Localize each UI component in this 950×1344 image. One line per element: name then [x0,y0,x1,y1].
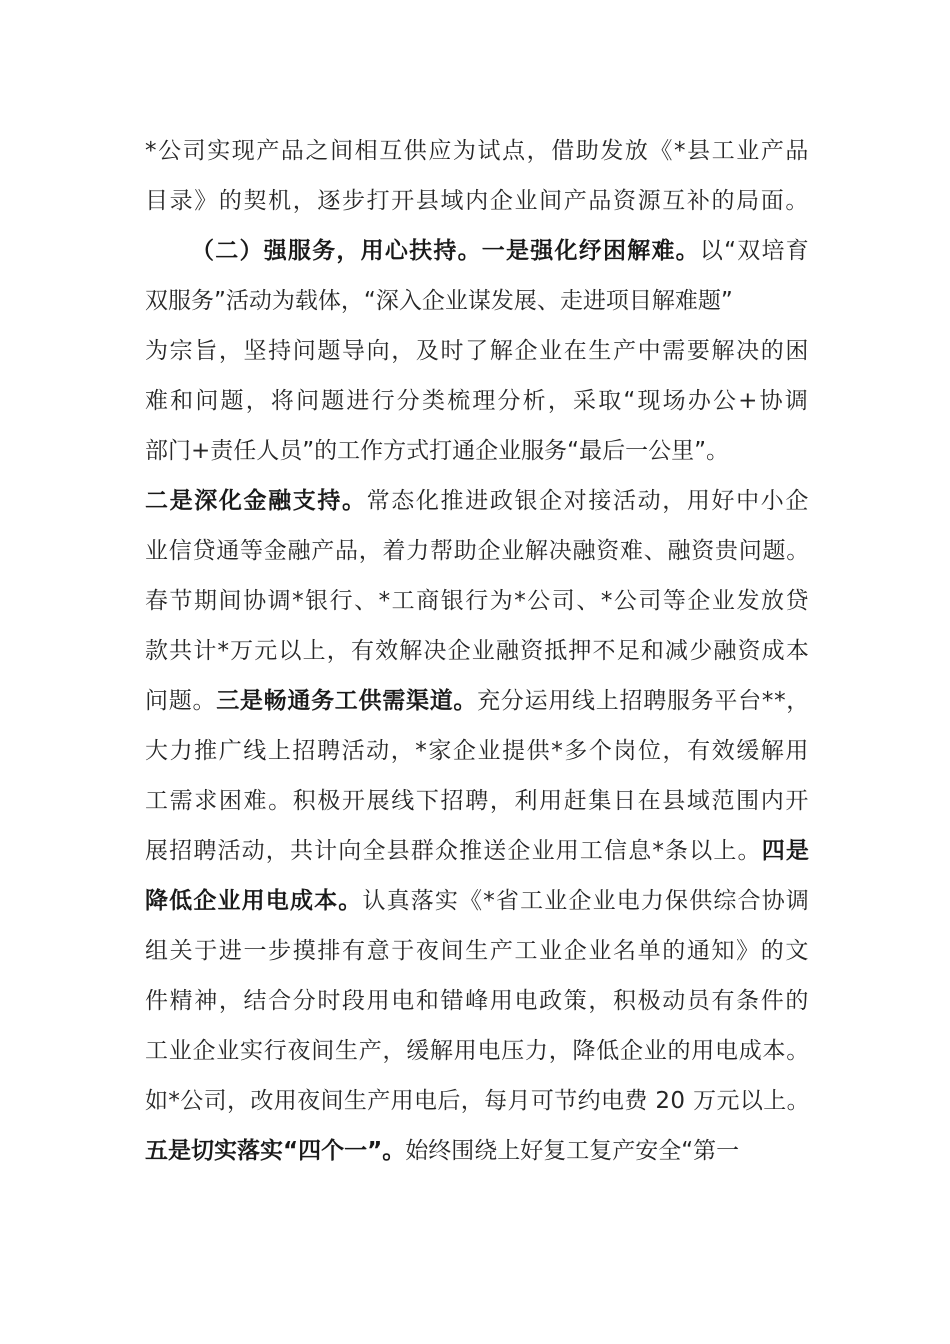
text-segment: 认真落实《*省工业企业电力保供综合协调 [362,888,811,914]
text-segment: 双服务”活动为载体，“深入企业谋发展、走进项目解难题” [145,288,733,314]
text-segment: 大力推广线上招聘活动，*家企业提供*多个岗位，有效缓解用 [145,738,810,764]
text-line [145,726,810,776]
text-line [145,326,810,376]
text-segment: 问题。 [145,688,217,714]
text-segment: 始终围绕上好复工复产安全“第一 [405,1138,740,1164]
text-line [145,426,810,476]
text-line [145,826,810,876]
text-segment: *公司实现产品之间相互供应为试点，借助发放《*县工业产品 [145,138,810,164]
text-line [145,226,810,276]
text-line [145,526,810,576]
text-segment: 款共计*万元以上，有效解决企业融资抵押不足和减少融资成本 [145,638,811,664]
bold-text-segment: 三是畅通务工供需渠道。 [216,688,478,714]
text-line [145,176,810,226]
text-line [145,776,810,826]
bold-text-segment: 降低企业用电成本。 [145,888,363,914]
text-segment: 业信贷通等金融产品，着力帮助企业解决融资难、融资贵问题。 [145,538,810,564]
text-line [145,676,810,726]
text-segment: 充分运用线上招聘服务平台**， [477,688,811,714]
bold-text-segment: 四是 [761,838,811,864]
text-line [145,126,810,176]
text-segment: 部门+责任人员”的工作方式打通企业服务“最后一公里”。 [145,438,730,464]
text-line [145,276,810,326]
text-segment: 以“双培育 [699,238,811,264]
text-line [145,1026,810,1076]
text-line [145,476,810,526]
text-segment: 为宗旨，坚持问题导向，及时了解企业在生产中需要解决的困 [145,338,811,364]
text-segment: 件精神，结合分时段用电和错峰用电政策，积极动员有条件的 [145,988,811,1014]
text-segment: 工业企业实行夜间生产，缓解用电压力，降低企业的用电成本。 [145,1038,810,1064]
body-text [145,126,810,1176]
text-line [145,976,810,1026]
text-line [145,1126,810,1176]
bold-text-segment: 五是切实落实“四个一”。 [145,1138,406,1164]
text-line [145,576,810,626]
bold-text-segment: （二）强服务，用心扶持。一是强化纾困解难。 [191,238,700,264]
text-segment: 难和问题，将问题进行分类梳理分析，采取“现场办公+协调 [145,388,810,414]
text-line [145,626,810,676]
text-segment: 如*公司，改用夜间生产用电后，每月可节约电费 20 万元以上。 [145,1088,810,1114]
text-line [145,876,810,926]
text-line [145,926,810,976]
text-segment: 常态化推进政银企对接活动，用好中小企 [366,488,811,514]
text-segment: 展招聘活动，共计向全县群众推送企业用工信息*条以上。 [145,838,762,864]
text-segment: 工需求困难。积极开展线下招聘，利用赶集日在县域范围内开 [145,788,811,814]
text-segment: 目录》的契机，逐步打开县域内企业间产品资源互补的局面。 [145,188,811,214]
text-line [145,1076,810,1126]
bold-text-segment: 二是深化金融支持。 [145,488,367,514]
text-line [145,376,810,426]
text-segment: 春节期间协调*银行、*工商银行为*公司、*公司等企业发放贷 [145,588,810,614]
text-segment: 组关于进一步摸排有意于夜间生产工业企业名单的通知》的文 [145,938,811,964]
